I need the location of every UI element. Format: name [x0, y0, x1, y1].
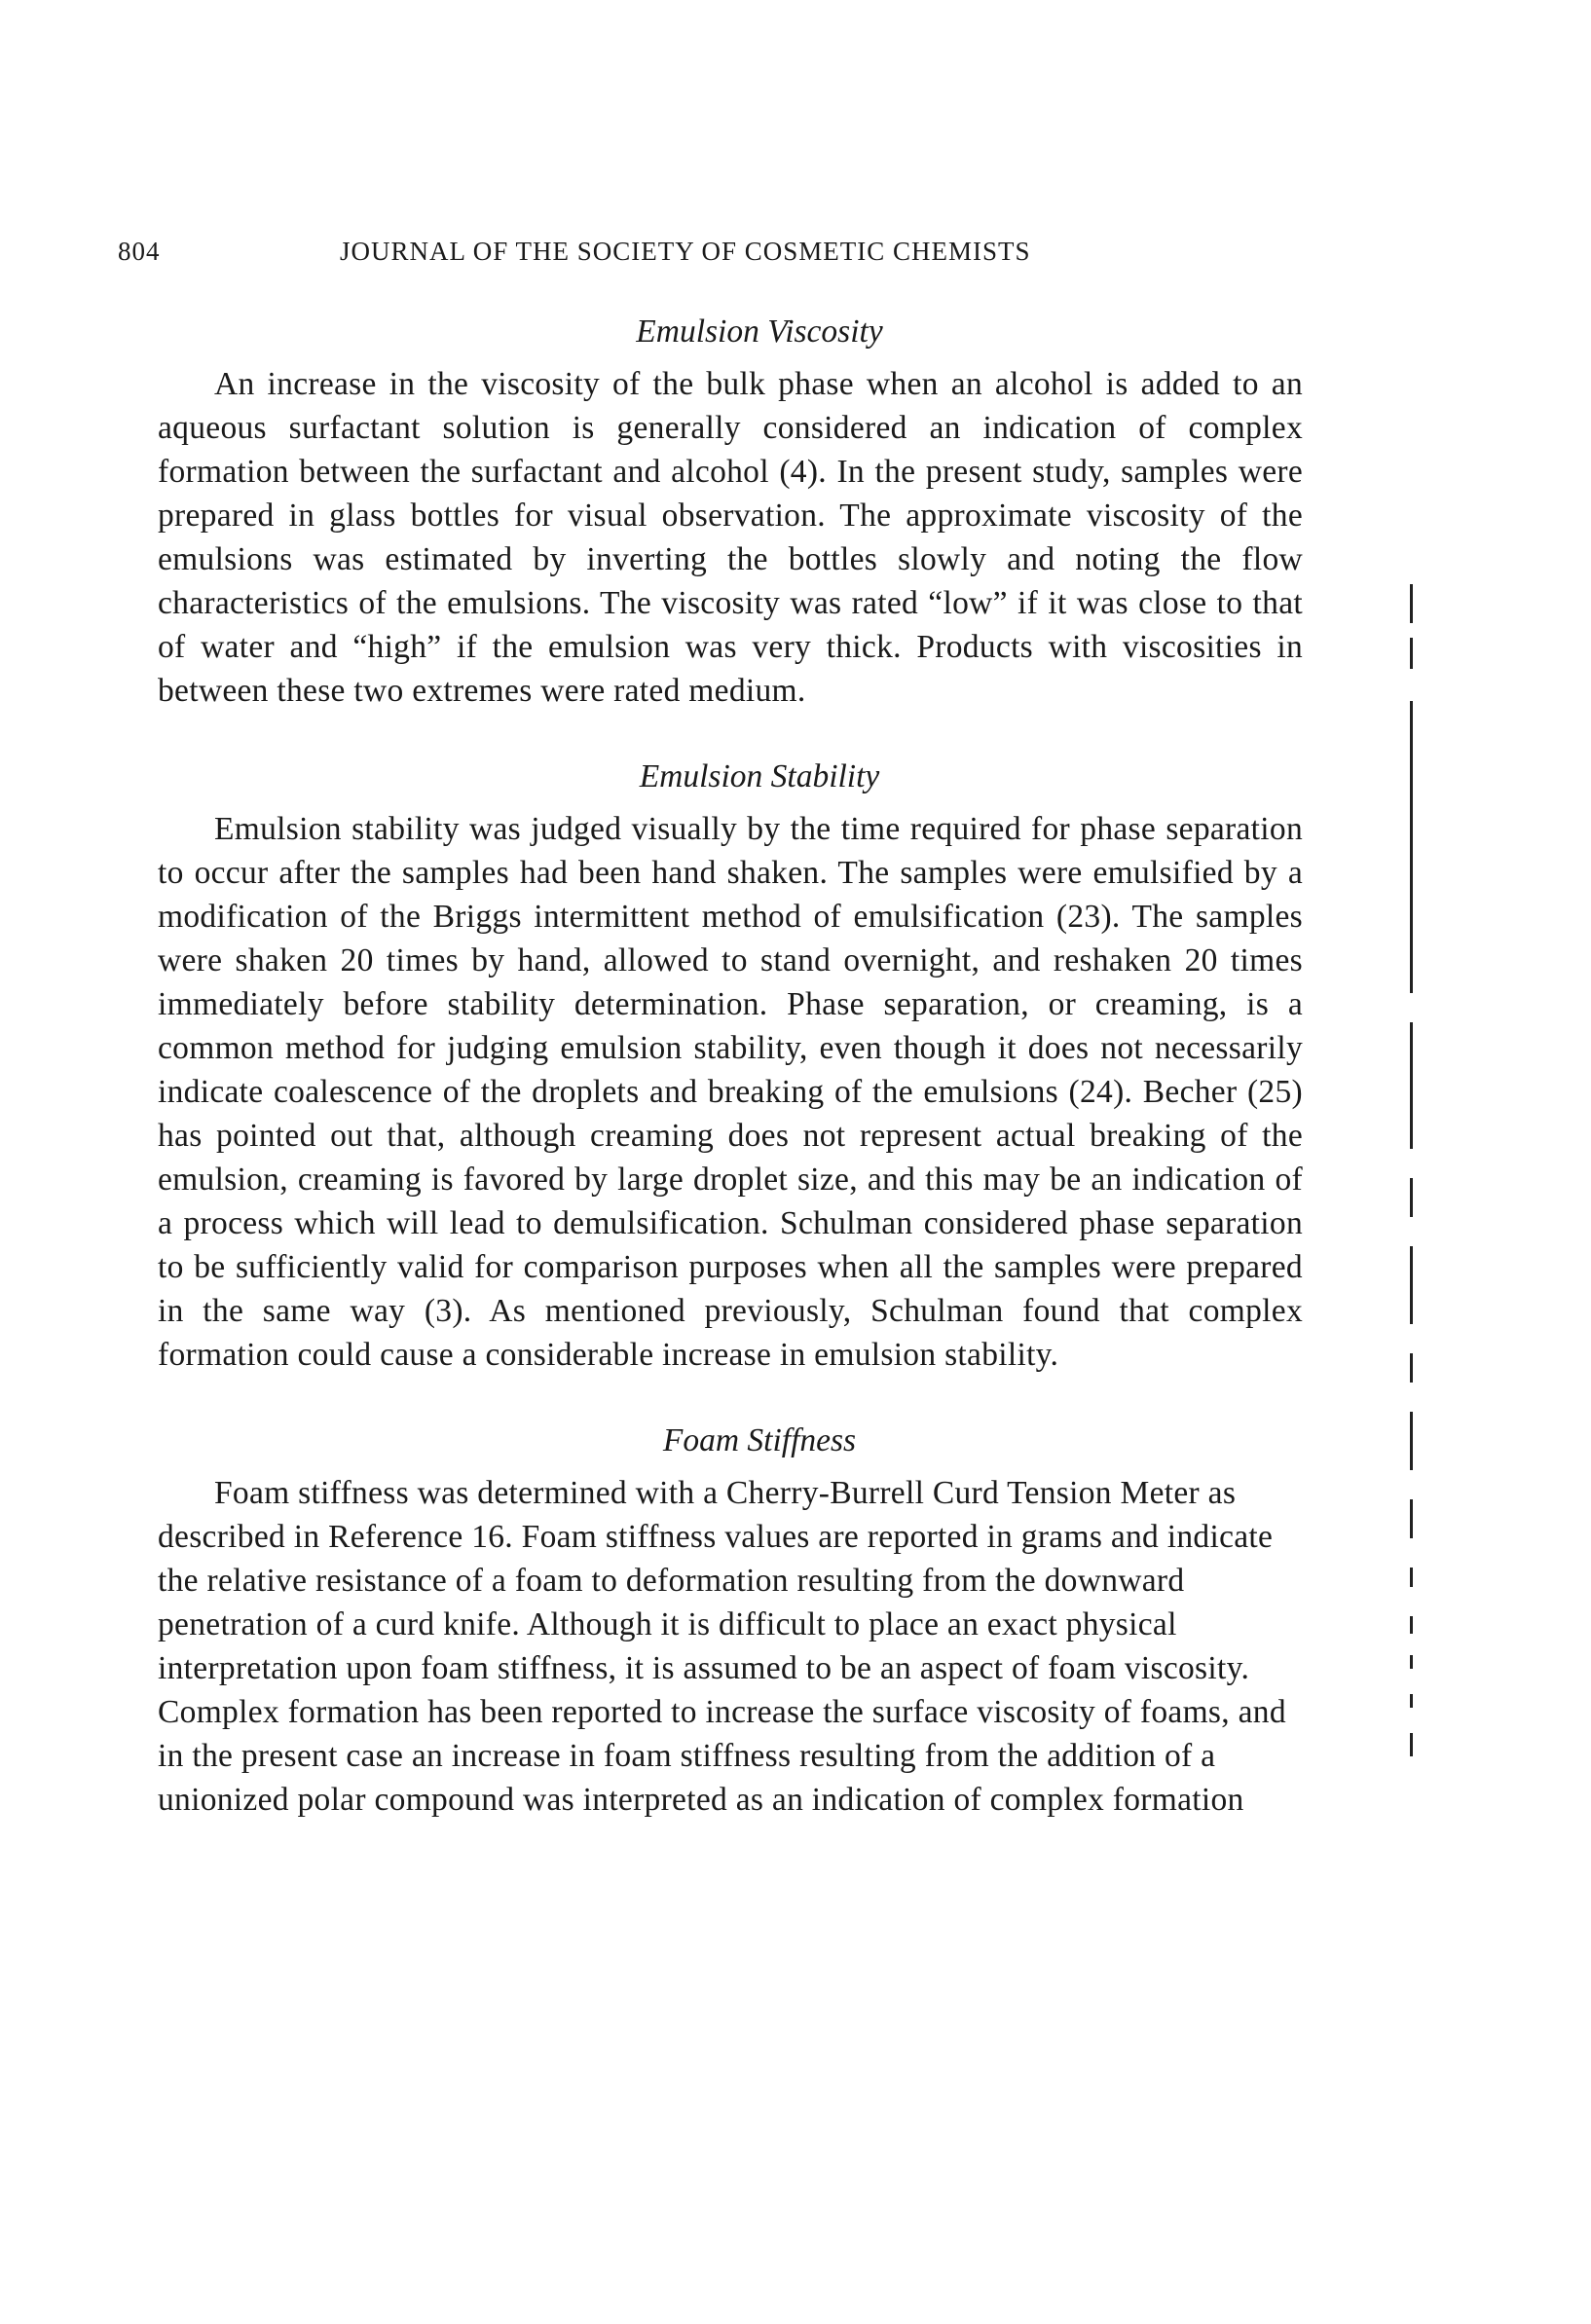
margin-mark — [1410, 1568, 1413, 1587]
margin-mark — [1410, 1353, 1413, 1383]
margin-mark — [1410, 1694, 1413, 1708]
margin-mark — [1410, 1733, 1413, 1756]
margin-mark — [1410, 1022, 1413, 1149]
journal-title: JOURNAL OF THE SOCIETY OF COSMETIC CHEMISTS — [340, 237, 1031, 266]
paragraph-emulsion-stability: Emulsion stability was judged visually by the time required for phase separation to occur after the samples had been hand shaken. The samples were emulsified by a modification of the Briggs intermittent method of emulsification (23). The samples were shaken 20 times by hand, allowed to stand overnight, and reshaken 20 times immediately before stability determination. Phase separation, or creaming, is a common method for judging emulsion stability, even though it does not necessarily indicate coalescence of the droplets and breaking of the emulsions (24). Becher (25) has pointed out that, although creaming does not represent actual breaking of the emulsion, creaming is favored by large droplet size, and this may be an indication of a process which will lead to demulsification. Schulman considered phase separation to be sufficiently valid for comparison purposes when all the samples were prepared in the same way (3). As mentioned previously, Schulman found that complex formation could cause a considerable increase in emulsion stability. — [158, 811, 1303, 1373]
section-heading-emulsion-viscosity: Emulsion Viscosity — [636, 314, 883, 350]
margin-mark — [1410, 1412, 1413, 1470]
section-heading-emulsion-stability: Emulsion Stability — [639, 758, 880, 794]
running-head — [0, 237, 1591, 266]
article-body — [158, 310, 1303, 1863]
margin-mark — [1410, 1616, 1413, 1634]
margin-mark — [1410, 584, 1413, 623]
page-number: 804 — [118, 237, 161, 266]
margin-mark — [1410, 1655, 1413, 1669]
margin-mark — [1410, 1178, 1413, 1217]
margin-mark — [1410, 1499, 1413, 1538]
margin-mark — [1410, 638, 1413, 669]
paragraph-emulsion-viscosity: An increase in the viscosity of the bulk phase when an alcohol is added to an aqueous surfactant solution is generally considered an indication of complex formation between the surfactant and alcohol (4). In the present study, samples were prepared in glass bottles for visual observation. The approximate viscosity of the emulsions was estimated by inverting the bottles slowly and noting the flow characteristics of the emulsions. The viscosity was rated “low” if it was close to that of water and “high” if the emulsion was very thick. Products with viscosities in between these two extremes were rated medium. — [158, 366, 1303, 709]
scan-margin-artifacts — [1410, 565, 1429, 1801]
margin-mark — [1410, 701, 1413, 993]
section-heading-foam-stiffness: Foam Stiffness — [662, 1422, 857, 1458]
paragraph-foam-stiffness: Foam stiffness was determined with a Cherry-Burrell Curd Tension Meter as described in Reference 16. Foam stiffness values are reported in grams and indicate the relative resistance of a foam to deformation resulting from the downward penetration of a curd knife. Although it is difficult to place an exact physical interpretation upon foam stiffness, it is assumed to be an aspect of foam viscosity. Complex formation has been reported to increase the surface viscosity of foams, and in the present case an increase in foam stiffness resulting from the addition of a unionized polar compound was interpreted as an indication of complex formation — [158, 1475, 1286, 1818]
margin-mark — [1410, 1246, 1413, 1324]
